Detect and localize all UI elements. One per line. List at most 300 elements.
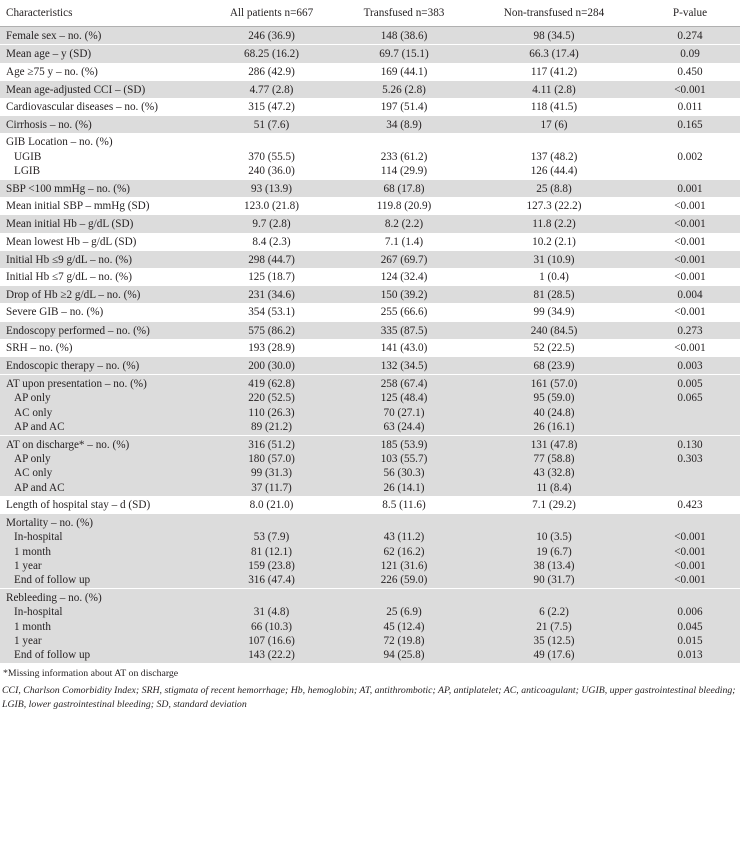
cell-value: 0.303 (677, 453, 703, 466)
cell-value: 354 (53.1) (248, 306, 295, 319)
table-row (0, 63, 740, 81)
row-label: Mortality – no. (%) (6, 517, 93, 530)
cell-value: 10.2 (2.1) (532, 235, 576, 248)
cell-value: 11.8 (2.2) (532, 218, 576, 231)
cell-value: 45 (12.4) (383, 620, 425, 633)
cell-value: 161 (57.0) (530, 378, 578, 391)
cell-transfused (340, 375, 468, 436)
table-row (0, 116, 740, 134)
cell-value: 26 (14.1) (383, 481, 425, 494)
cell-all-patients (203, 215, 340, 233)
cell-value: 419 (62.8) (248, 378, 295, 391)
cell-value: 0.015 (677, 634, 703, 647)
cell-value: 81 (28.5) (533, 289, 575, 302)
cell-transfused (340, 80, 468, 98)
cell-value: 25 (8.8) (536, 183, 572, 196)
cell-transfused (340, 133, 468, 179)
cell-value: 37 (11.7) (251, 481, 292, 494)
cell-value: <0.001 (674, 218, 706, 231)
cell-transfused (340, 27, 468, 45)
cell-transfused (340, 116, 468, 134)
table-notes (0, 663, 740, 712)
cell-value: 0.005 (677, 378, 703, 391)
cell-all-patients (203, 250, 340, 268)
cell-value: 21 (7.5) (536, 620, 572, 633)
cell-value: 148 (38.6) (380, 30, 428, 43)
cell-value (642, 164, 738, 178)
cell-transfused (340, 197, 468, 215)
cell-value: 121 (31.6) (380, 559, 428, 572)
cell-value: 68 (23.9) (533, 360, 575, 373)
cell-value: 49 (17.6) (533, 648, 575, 661)
cell-characteristic (0, 215, 203, 233)
cell-value: 132 (34.5) (380, 360, 428, 373)
cell-transfused (340, 321, 468, 339)
cell-value: 51 (7.6) (253, 119, 290, 132)
cell-transfused (340, 357, 468, 375)
cell-value: 9.7 (2.8) (252, 218, 291, 231)
cell-value: 62 (16.2) (383, 545, 425, 558)
cell-all-patients (203, 45, 340, 63)
cell-value: 8.5 (11.6) (382, 498, 426, 511)
cell-value: 246 (36.9) (248, 30, 295, 43)
cell-p-value (640, 286, 740, 304)
cell-value: 98 (34.5) (533, 30, 575, 43)
table-row (0, 98, 740, 116)
header-p-value: P-value (640, 0, 740, 27)
cell-p-value (640, 268, 740, 286)
cell-value: 193 (28.9) (248, 341, 295, 354)
cell-value: 124 (32.4) (380, 271, 428, 284)
cell-characteristic (0, 321, 203, 339)
sub-label: In-hospital (14, 606, 63, 619)
cell-value: 125 (48.4) (380, 392, 428, 405)
cell-all-patients (203, 116, 340, 134)
cell-non-transfused (468, 63, 640, 81)
cell-characteristic (0, 268, 203, 286)
cell-value: 0.423 (677, 498, 703, 511)
cell-value: 66 (10.3) (250, 620, 292, 633)
cell-characteristic (0, 197, 203, 215)
cell-value: 68 (17.8) (383, 183, 425, 196)
row-label: Drop of Hb ≥2 g/dL – no. (%) (6, 289, 141, 302)
cell-value: 34 (8.9) (386, 119, 422, 132)
cell-value: <0.001 (674, 83, 706, 96)
row-label: Severe GIB – no. (%) (6, 306, 104, 319)
cell-value: 114 (29.9) (380, 164, 428, 177)
cell-all-patients (203, 589, 340, 664)
cell-value: 38 (13.4) (533, 559, 575, 572)
cell-characteristic (0, 116, 203, 134)
sub-label: UGIB (14, 150, 42, 163)
cell-value: 81 (12.1) (250, 545, 292, 558)
cell-transfused (340, 514, 468, 589)
cell-non-transfused (468, 321, 640, 339)
cell-value: <0.001 (674, 306, 706, 319)
cell-value (342, 135, 466, 149)
cell-non-transfused (468, 133, 640, 179)
sub-label: AC only (14, 467, 53, 480)
table-row (0, 45, 740, 63)
cell-value (642, 466, 738, 480)
cell-value (642, 420, 738, 434)
header-row (0, 0, 740, 27)
cell-value: 25 (6.9) (386, 606, 422, 619)
row-label: Mean age-adjusted CCI – (SD) (6, 83, 146, 96)
cell-value: 35 (12.5) (533, 634, 575, 647)
row-label: Endoscopic therapy – no. (%) (6, 360, 140, 373)
cell-value: 370 (55.5) (248, 150, 295, 163)
table-row (0, 27, 740, 45)
cell-value: 159 (23.8) (248, 559, 295, 572)
cell-all-patients (203, 133, 340, 179)
cell-p-value (640, 436, 740, 496)
cell-value: 123.0 (21.8) (244, 200, 299, 213)
cell-non-transfused (468, 357, 640, 375)
cell-value: 267 (69.7) (380, 253, 428, 266)
table-row (0, 357, 740, 375)
cell-characteristic (0, 250, 203, 268)
cell-value (642, 406, 738, 420)
cell-value: 286 (42.9) (248, 65, 295, 78)
cell-value: 185 (53.9) (380, 439, 428, 452)
cell-value (342, 591, 466, 605)
cell-value: <0.001 (674, 341, 706, 354)
cell-value (642, 516, 738, 530)
cell-p-value (640, 357, 740, 375)
cell-value: 89 (21.2) (250, 420, 292, 433)
table-row (0, 496, 740, 514)
cell-value: 169 (44.1) (380, 65, 428, 78)
cell-value: 233 (61.2) (380, 150, 428, 163)
sub-label: LGIB (14, 164, 41, 177)
cell-value: 4.11 (2.8) (532, 83, 576, 96)
cell-non-transfused (468, 233, 640, 251)
cell-p-value (640, 321, 740, 339)
cell-p-value (640, 27, 740, 45)
cell-non-transfused (468, 303, 640, 321)
cell-characteristic (0, 339, 203, 357)
cell-value: 52 (22.5) (533, 341, 575, 354)
cell-value: 131 (47.8) (530, 439, 578, 452)
cell-all-patients (203, 233, 340, 251)
cell-characteristic (0, 98, 203, 116)
cell-transfused (340, 250, 468, 268)
row-label: Mean lowest Hb – g/dL (SD) (6, 235, 137, 248)
cell-value: 107 (16.6) (248, 634, 295, 647)
cell-value: <0.001 (674, 573, 706, 586)
cell-characteristic (0, 514, 203, 589)
sub-label: AP and AC (14, 481, 65, 494)
row-label: Cirrhosis – no. (%) (6, 119, 92, 132)
cell-characteristic (0, 496, 203, 514)
cell-value: 0.130 (677, 439, 703, 452)
table-row (0, 250, 740, 268)
cell-value: <0.001 (674, 200, 706, 213)
cell-value: <0.001 (674, 235, 706, 248)
header-all-patients: All patients n=667 (203, 0, 340, 27)
cell-transfused (340, 45, 468, 63)
cell-value: 0.165 (677, 119, 703, 132)
row-label: Initial Hb ≤9 g/dL – no. (%) (6, 253, 132, 266)
table-row (0, 268, 740, 286)
cell-characteristic (0, 357, 203, 375)
sub-label: AC only (14, 406, 53, 419)
row-label: SRH – no. (%) (6, 341, 73, 354)
cell-all-patients (203, 197, 340, 215)
cell-p-value (640, 303, 740, 321)
cell-p-value (640, 133, 740, 179)
cell-transfused (340, 286, 468, 304)
cell-value (342, 516, 466, 530)
cell-all-patients (203, 80, 340, 98)
cell-value: 26 (16.1) (533, 420, 575, 433)
cell-value: 63 (24.4) (383, 420, 425, 433)
cell-value: 0.001 (677, 183, 703, 196)
cell-value: 240 (36.0) (248, 164, 295, 177)
row-label: Cardiovascular diseases – no. (%) (6, 101, 158, 114)
table-row (0, 197, 740, 215)
cell-all-patients (203, 375, 340, 436)
cell-all-patients (203, 436, 340, 496)
cell-p-value (640, 589, 740, 664)
table-row (0, 589, 740, 664)
cell-value: 231 (34.6) (248, 289, 295, 302)
cell-value: 70 (27.1) (383, 406, 425, 419)
cell-characteristic (0, 133, 203, 179)
cell-value: 7.1 (29.2) (532, 498, 576, 511)
cell-non-transfused (468, 45, 640, 63)
cell-all-patients (203, 321, 340, 339)
cell-value: <0.001 (674, 545, 706, 558)
cell-characteristic (0, 45, 203, 63)
table-row (0, 514, 740, 589)
cell-value: 125 (18.7) (248, 271, 295, 284)
row-label: GIB Location – no. (%) (6, 136, 113, 149)
cell-value: 0.450 (677, 65, 703, 78)
cell-non-transfused (468, 496, 640, 514)
cell-value: 298 (44.7) (248, 253, 295, 266)
cell-value: 95 (59.0) (533, 392, 575, 405)
cell-non-transfused (468, 98, 640, 116)
cell-all-patients (203, 303, 340, 321)
row-label: SBP <100 mmHg – no. (%) (6, 183, 130, 196)
cell-characteristic (0, 80, 203, 98)
cell-characteristic (0, 303, 203, 321)
sub-label: End of follow up (14, 573, 91, 586)
sub-label: End of follow up (14, 648, 91, 661)
cell-all-patients (203, 98, 340, 116)
cell-value: 316 (47.4) (248, 573, 295, 586)
header-transfused: Transfused n=383 (340, 0, 468, 27)
cell-value: 8.0 (21.0) (249, 498, 294, 511)
cell-value: <0.001 (674, 559, 706, 572)
header-non-transfused: Non-transfused n=284 (468, 0, 640, 27)
cell-value: 4.77 (2.8) (249, 83, 294, 96)
table-body (0, 27, 740, 663)
header-characteristics: Characteristics (0, 0, 203, 27)
table-row (0, 233, 740, 251)
cell-value: 220 (52.5) (248, 392, 295, 405)
row-label: Length of hospital stay – d (SD) (6, 498, 151, 511)
sub-label: AP only (14, 392, 51, 405)
cell-transfused (340, 303, 468, 321)
cell-value: 117 (41.2) (530, 65, 578, 78)
cell-characteristic (0, 180, 203, 198)
cell-value: 8.2 (2.2) (384, 218, 424, 231)
cell-value (642, 481, 738, 495)
cell-value: 0.065 (677, 392, 703, 405)
cell-p-value (640, 80, 740, 98)
sub-label: AP only (14, 453, 51, 466)
footnote: *Missing information about AT on discharge (3, 668, 179, 680)
cell-non-transfused (468, 80, 640, 98)
cell-characteristic (0, 286, 203, 304)
cell-transfused (340, 436, 468, 496)
cell-value: 5.26 (2.8) (382, 83, 426, 96)
cell-non-transfused (468, 215, 640, 233)
cell-non-transfused (468, 197, 640, 215)
cell-value: 255 (66.6) (380, 306, 428, 319)
cell-all-patients (203, 339, 340, 357)
cell-characteristic (0, 375, 203, 436)
cell-characteristic (0, 27, 203, 45)
cell-value: 258 (67.4) (380, 378, 428, 391)
cell-value: 200 (30.0) (248, 360, 295, 373)
row-label: AT upon presentation – no. (%) (6, 378, 147, 391)
cell-p-value (640, 98, 740, 116)
table-row (0, 436, 740, 496)
cell-value: 17 (6) (540, 119, 568, 132)
cell-all-patients (203, 27, 340, 45)
row-label: AT on discharge* – no. (%) (6, 439, 130, 452)
cell-non-transfused (468, 436, 640, 496)
cell-all-patients (203, 286, 340, 304)
cell-value: 99 (34.9) (533, 306, 575, 319)
cell-value: 150 (39.2) (380, 289, 428, 302)
cell-value: 8.4 (2.3) (252, 235, 291, 248)
cell-transfused (340, 63, 468, 81)
table-row (0, 321, 740, 339)
cell-value: 53 (7.9) (253, 531, 290, 544)
cell-value (205, 591, 338, 605)
cell-value: 77 (58.8) (533, 453, 575, 466)
cell-value: 143 (22.2) (248, 648, 295, 661)
cell-value: 6 (2.2) (539, 606, 569, 619)
cell-value: 31 (4.8) (253, 606, 290, 619)
row-label: Mean initial SBP – mmHg (SD) (6, 200, 150, 213)
cell-non-transfused (468, 514, 640, 589)
table-row (0, 375, 740, 436)
cell-value: 0.013 (677, 648, 703, 661)
cell-value: 72 (19.8) (383, 634, 425, 647)
row-label: Mean age – y (SD) (6, 48, 92, 61)
cell-value: 0.006 (677, 606, 703, 619)
cell-non-transfused (468, 339, 640, 357)
cell-value: 93 (13.9) (250, 183, 292, 196)
cell-value: 7.1 (1.4) (384, 235, 424, 248)
cell-value: 119.8 (20.9) (376, 200, 432, 213)
cell-p-value (640, 250, 740, 268)
cell-value: <0.001 (674, 253, 706, 266)
cell-value: 10 (3.5) (536, 531, 572, 544)
table-row (0, 339, 740, 357)
cell-p-value (640, 496, 740, 514)
cell-all-patients (203, 180, 340, 198)
cell-characteristic (0, 63, 203, 81)
table-row (0, 80, 740, 98)
cell-value: <0.001 (674, 531, 706, 544)
row-label: Endoscopy performed – no. (%) (6, 324, 150, 337)
cell-value: 0.011 (677, 101, 703, 114)
cell-value: 118 (41.5) (530, 101, 578, 114)
abbreviations-note: CCI, Charlson Comorbidity Index; SRH, stigmata of recent hemorrhage; Hb, hemoglobin; AT, antithrombotic; AP, antiplatelet; AC, anticoagulant; UGIB, upper gastrointestinal bleeding; LGIB, lower gastrointestinal bleeding; SD, standard deviation (2, 685, 736, 711)
cell-value: 197 (51.4) (380, 101, 428, 114)
cell-value: 240 (84.5) (530, 324, 578, 337)
cell-p-value (640, 339, 740, 357)
cell-value: 0.273 (677, 324, 703, 337)
cell-value: 0.004 (677, 289, 703, 302)
sub-label: AP and AC (14, 420, 65, 433)
cell-value: 31 (10.9) (533, 253, 575, 266)
cell-p-value (640, 197, 740, 215)
cell-value: 575 (86.2) (248, 324, 295, 337)
cell-characteristic (0, 233, 203, 251)
cell-transfused (340, 215, 468, 233)
cell-non-transfused (468, 27, 640, 45)
cell-value (642, 591, 738, 605)
sub-label: 1 month (14, 545, 51, 558)
cell-value: 40 (24.8) (533, 406, 575, 419)
cell-p-value (640, 233, 740, 251)
cell-all-patients (203, 357, 340, 375)
cell-all-patients (203, 514, 340, 589)
cell-transfused (340, 339, 468, 357)
cell-value: 69.7 (15.1) (379, 48, 429, 61)
cell-value (642, 135, 738, 149)
table-row (0, 286, 740, 304)
cell-non-transfused (468, 116, 640, 134)
cell-value: 316 (51.2) (248, 439, 295, 452)
cell-non-transfused (468, 180, 640, 198)
cell-all-patients (203, 496, 340, 514)
cell-value: 94 (25.8) (383, 648, 425, 661)
cell-value: 99 (31.3) (250, 467, 292, 480)
cell-non-transfused (468, 589, 640, 664)
cell-value: 315 (47.2) (248, 101, 295, 114)
cell-value: 1 (0.4) (539, 271, 569, 284)
cell-value (470, 591, 638, 605)
cell-value (205, 516, 338, 530)
cell-non-transfused (468, 375, 640, 436)
cell-transfused (340, 180, 468, 198)
cell-characteristic (0, 589, 203, 664)
row-label: Mean initial Hb – g/dL (SD) (6, 218, 134, 231)
cell-value: 0.045 (677, 620, 703, 633)
cell-value (205, 135, 338, 149)
cell-all-patients (203, 63, 340, 81)
sub-label: 1 month (14, 620, 51, 633)
cell-transfused (340, 268, 468, 286)
cell-transfused (340, 98, 468, 116)
cell-value: 90 (31.7) (533, 573, 575, 586)
cell-p-value (640, 514, 740, 589)
cell-value: 110 (26.3) (248, 406, 295, 419)
cell-value: 0.09 (680, 48, 700, 61)
cell-value: 11 (8.4) (536, 481, 572, 494)
cell-all-patients (203, 268, 340, 286)
row-label: Rebleeding – no. (%) (6, 592, 102, 605)
